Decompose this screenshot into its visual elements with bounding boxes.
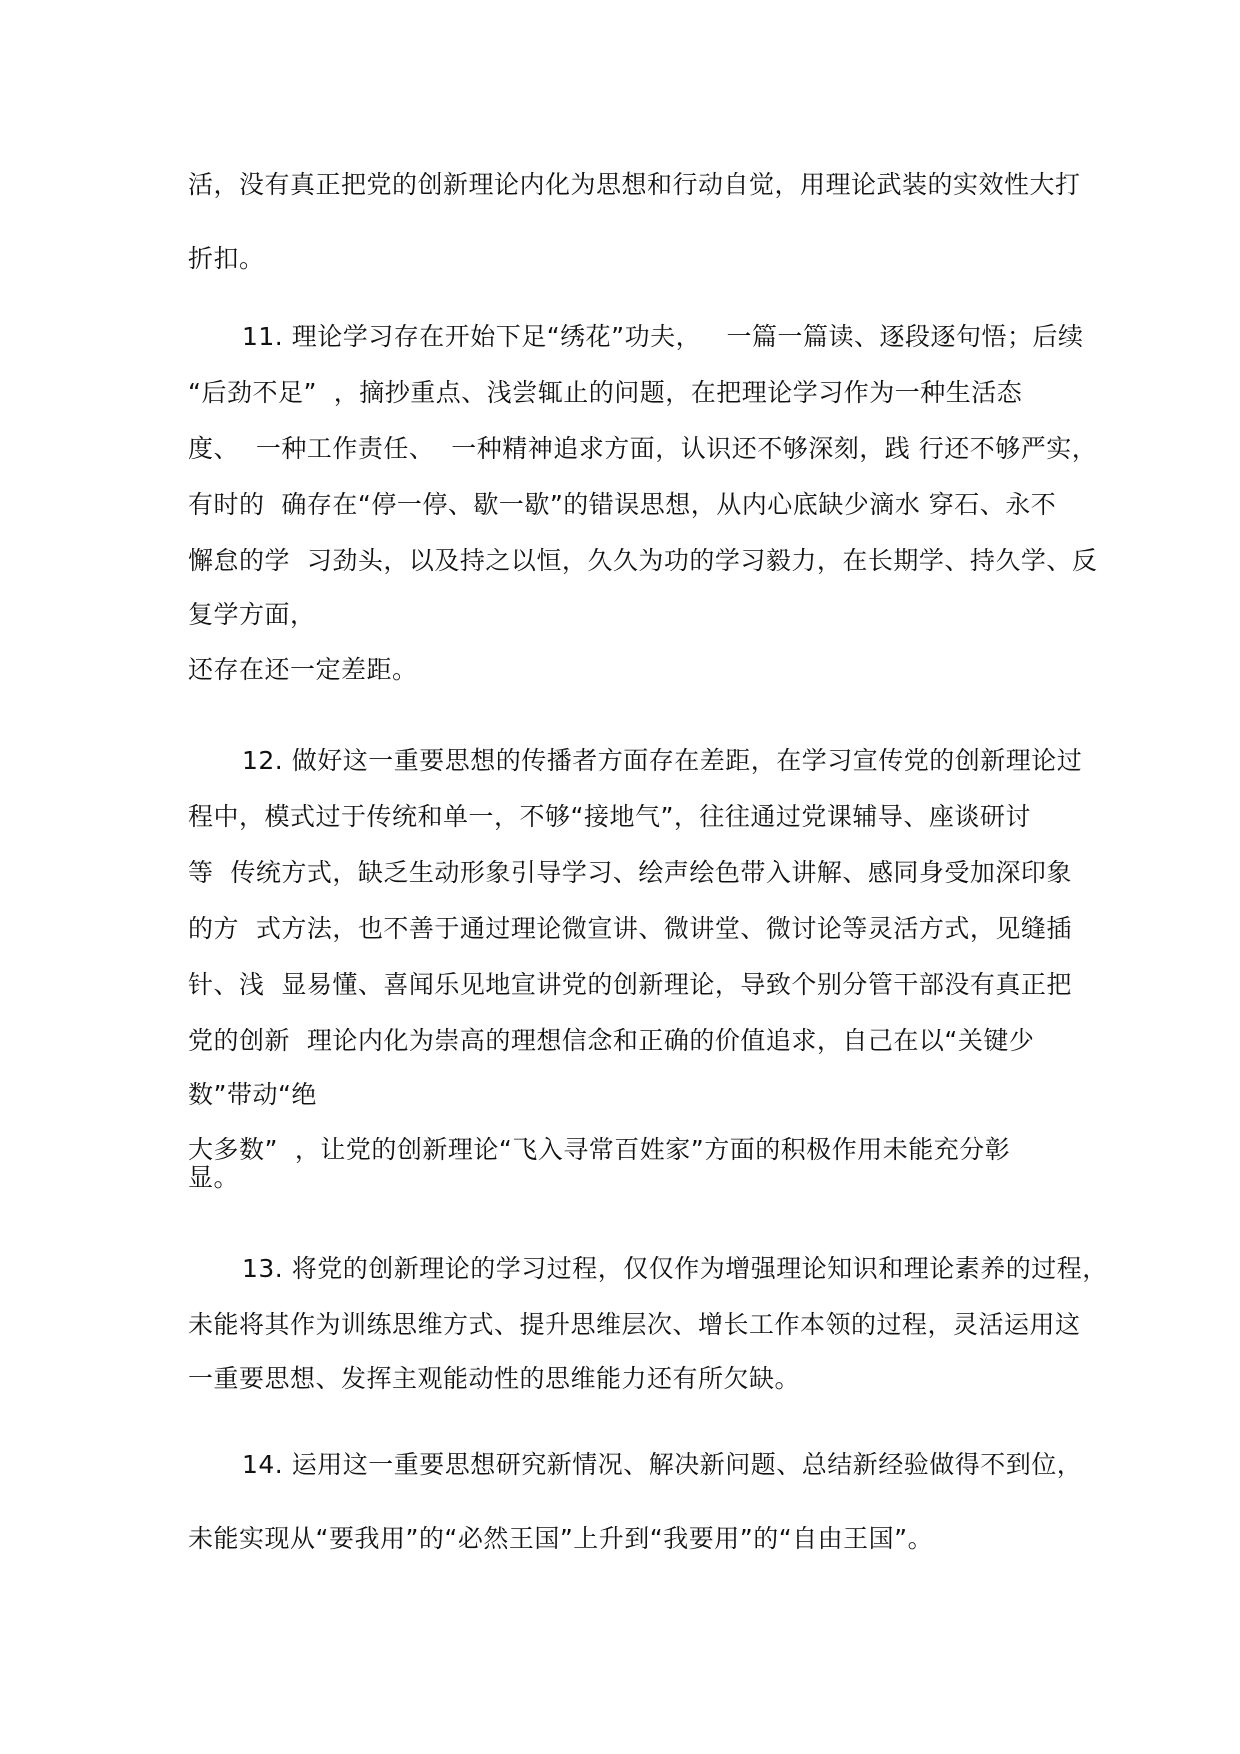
text-line: 未能实现从“要我用”的“必然王国”上升到“我要用”的“自由王国”。 — [188, 1524, 934, 1553]
text-line: 等 传统方式，缺乏生动形象引导学习、绘声绘色带入讲解、感同身受加深印象 — [188, 858, 1072, 887]
text-line: 大多数” ，让党的创新理论“飞入寻常百姓家”方面的积极作用未能充分彰 — [188, 1135, 1011, 1164]
text-line: 度、 一种工作责任、 一种精神追求方面，认识还不够深刻，践 行还不够严实， — [188, 434, 1098, 463]
text-line: 程中，模式过于传统和单一，不够“接地气”，往往通过党课辅导、座谈研讨 — [188, 802, 1031, 831]
text-line: 有时的 确存在“停一停、歇一歇”的错误思想，从内心底缺少滴水 穿石、永不 — [188, 490, 1057, 519]
text-line: 活，没有真正把党的创新理论内化为思想和行动自觉，用理论武装的实效性大打 — [188, 170, 1081, 199]
text-line: 数”带动“绝 — [188, 1080, 317, 1109]
text-line: 还存在还一定差距。 — [188, 655, 418, 684]
text-line: “后劲不足” ，摘抄重点、浅尝辄止的问题，在把理论学习作为一种生活态 — [188, 378, 1023, 407]
paragraph-11-first-line: 11. 理论学习存在开始下足“绣花”功夫， 一篇一篇读、逐段逐句悟；后续 — [242, 322, 1084, 351]
text-line: 的方 式方法，也不善于通过理论微宣讲、微讲堂、微讨论等灵活方式，见缝插 — [188, 914, 1072, 943]
text-line: 一重要思想、发挥主观能动性的思维能力还有所欠缺。 — [188, 1364, 801, 1393]
paragraph-13-first-line: 13. 将党的创新理论的学习过程，仅仅作为增强理论知识和理论素养的过程， — [242, 1254, 1108, 1283]
paragraph-12-first-line: 12. 做好这一重要思想的传播者方面存在差距，在学习宣传党的创新理论过 — [242, 746, 1083, 775]
text-line: 折扣。 — [188, 244, 265, 273]
text-line: 党的创新 理论内化为崇高的理想信念和正确的价值追求，自己在以“关键少 — [188, 1026, 1035, 1055]
text-line: 显。 — [188, 1163, 240, 1192]
text-line: 针、浅 显易懂、喜闻乐见地宣讲党的创新理论，导致个别分管干部没有真正把 — [188, 970, 1072, 999]
text-line: 懈怠的学 习劲头，以及持之以恒，久久为功的学习毅力，在长期学、持久学、反 — [188, 546, 1098, 575]
text-line: 未能将其作为训练思维方式、提升思维层次、增长工作本领的过程，灵活运用这 — [188, 1310, 1081, 1339]
text-line: 复学方面， — [188, 600, 316, 629]
paragraph-14-first-line: 14. 运用这一重要思想研究新情况、解决新问题、总结新经验做得不到位， — [242, 1450, 1083, 1479]
